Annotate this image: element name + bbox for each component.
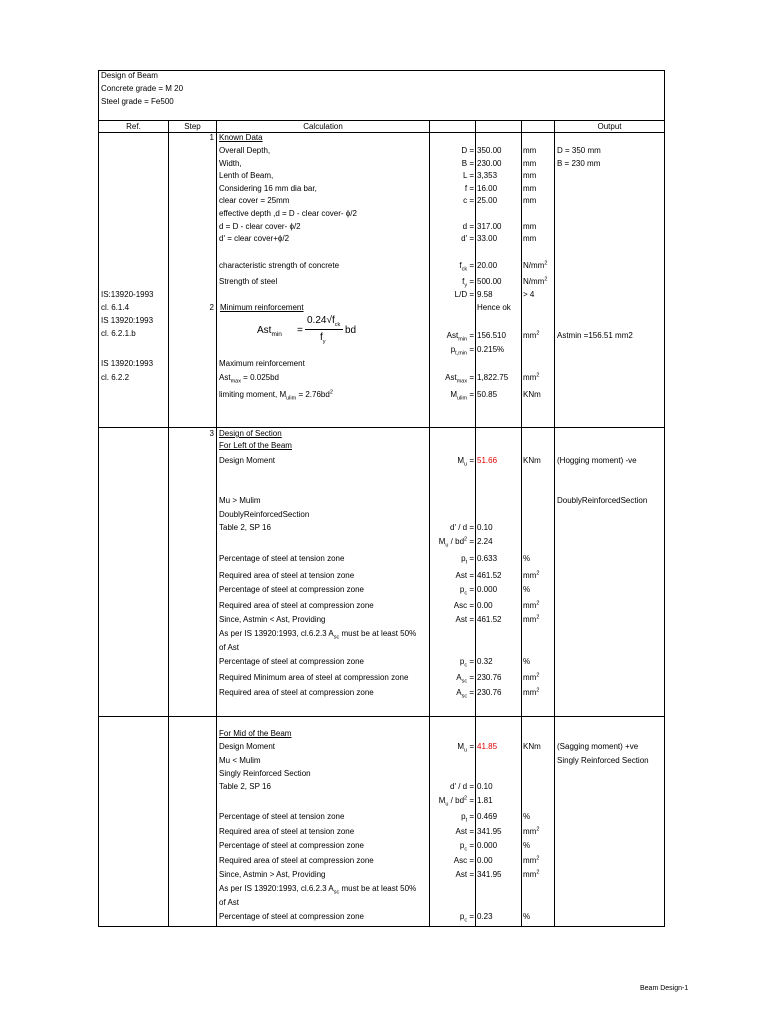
ref-6: cl. 6.2.2 [101, 373, 130, 382]
value-cell: 0.23 [477, 912, 493, 921]
value-cell: 230.76 [477, 673, 502, 682]
value-cell: 9.58 [477, 290, 493, 299]
step-number: 2 [209, 303, 214, 312]
value-cell: 500.00 [477, 277, 502, 286]
header-rule-bottom [98, 132, 665, 133]
symbol-label: Asc = [453, 856, 474, 865]
symbol-label: $p_t$ = [461, 554, 474, 566]
calc-text: d = D - clear cover- ϕ/2 [219, 222, 301, 231]
symbol-label: d' / d = [450, 782, 474, 791]
unit-cell: % [523, 554, 531, 563]
section-heading: Known Data [219, 133, 263, 142]
col-rule-unit [554, 120, 555, 927]
value-cell: 2.24 [477, 537, 493, 546]
symbol-label: B = [461, 159, 474, 168]
unit-cell: % [523, 812, 531, 821]
calc-text: Required Minimum area of steel at compression zone [219, 673, 409, 682]
calc-text: Strength of steel [219, 277, 278, 286]
symbol-label: L/D = [454, 290, 474, 299]
output-cell: (Sagging moment) +ve [557, 742, 639, 751]
symbol-label: Ast = [455, 615, 474, 624]
calc-text: of Ast [219, 643, 240, 652]
symbol-label: D = [461, 146, 474, 155]
symbol-label: $p_{t,min}$ = [450, 345, 474, 357]
unit-cell: $mm^2$ [523, 330, 540, 340]
unit-cell: mm [523, 171, 537, 180]
value-cell: 350.00 [477, 146, 502, 155]
unit-cell: $mm^2$ [523, 570, 540, 580]
calc-text: d' = clear cover+ϕ/2 [219, 234, 290, 243]
symbol-label: $M_u / bd^2$ = [438, 795, 474, 808]
calc-text: Table 2, SP 16 [219, 523, 271, 532]
symbol-label: d = [462, 222, 474, 231]
calc-text: Since, Astmin < Ast, Providing [219, 615, 326, 624]
unit-cell: mm [523, 234, 537, 243]
value-cell: 16.00 [477, 184, 498, 193]
value-cell: 461.52 [477, 571, 502, 580]
value-cell: 317.00 [477, 222, 502, 231]
calc-text: Required area of steel at compression zone [219, 688, 374, 697]
calc-text: Mu < Mulim [219, 756, 261, 765]
calc-text: Percentage of steel at compression zone [219, 657, 364, 666]
output-cell: B = 230 mm [557, 159, 601, 168]
value-cell: 461.52 [477, 615, 502, 624]
value-cell: 341.95 [477, 827, 502, 836]
value-cell: 0.00 [477, 601, 493, 610]
output-cell: D = 350 mm [557, 146, 601, 155]
symbol-label: $M_u$ = [457, 742, 474, 754]
value-cell: 0.000 [477, 841, 498, 850]
ref-2: cl. 6.1.4 [101, 303, 130, 312]
symbol-label: Asc = [453, 601, 474, 610]
value-cell: 0.469 [477, 812, 498, 821]
value-cell: 156.510 [477, 331, 506, 340]
design-moment-value: 41.85 [477, 742, 498, 751]
symbol-label: c = [463, 196, 474, 205]
symbol-label: d' = [461, 234, 474, 243]
unit-cell: $mm^2$ [523, 687, 540, 697]
symbol-label: $p_c$ = [459, 912, 474, 924]
unit-cell: > 4 [523, 290, 535, 299]
value-cell: 0.633 [477, 554, 498, 563]
value-cell: Hence ok [477, 303, 511, 312]
sheet-title: Design of Beam [101, 71, 158, 80]
symbol-label: $p_c$ = [459, 585, 474, 597]
calc-text: Considering 16 mm dia bar, [219, 184, 317, 193]
value-cell: 0.215% [477, 345, 505, 354]
step-number: 1 [209, 133, 214, 142]
col-header-calculation: Calculation [303, 122, 343, 131]
col-rule-symbol [475, 120, 476, 927]
symbol-label: Ast = [455, 827, 474, 836]
value-cell: 0.10 [477, 782, 493, 791]
symbol-label: Ast = [455, 571, 474, 580]
border-left [98, 70, 99, 927]
unit-cell: $mm^2$ [523, 372, 540, 382]
unit-cell: mm [523, 146, 537, 155]
output-cell: Singly Reinforced Section [557, 756, 649, 765]
unit-cell: mm [523, 222, 537, 231]
value-cell: 20.00 [477, 261, 498, 270]
calc-text: Since, Astmin > Ast, Providing [219, 870, 326, 879]
value-cell: 230.76 [477, 688, 502, 697]
value-cell: 3,353 [477, 171, 498, 180]
calc-text: Maximum reinforcement [219, 359, 305, 368]
col-rule-value [521, 120, 522, 927]
value-cell: 1,822.75 [477, 373, 509, 382]
value-cell: 0.00 [477, 856, 493, 865]
col-header-ref: Ref. [126, 122, 141, 131]
symbol-label: $f_{ck}$ = [459, 261, 474, 273]
value-cell: 33.00 [477, 234, 498, 243]
calc-text: DoublyReinforcedSection [219, 510, 310, 519]
subsection-heading: For Mid of the Beam [219, 729, 292, 738]
unit-cell: % [523, 841, 531, 850]
unit-cell: $mm^2$ [523, 855, 540, 865]
col-rule-ref [168, 120, 169, 927]
page-footer: Beam Design-1 [640, 985, 689, 992]
value-cell: 0.10 [477, 523, 493, 532]
unit-cell: $mm^2$ [523, 672, 540, 682]
section-rule-1 [98, 427, 665, 428]
col-rule-step [216, 120, 217, 927]
calc-text: Required area of steel at compression zone [219, 601, 374, 610]
unit-cell: mm [523, 184, 537, 193]
border-bottom [98, 926, 665, 927]
calc-text: clear cover = 25mm [219, 196, 290, 205]
col-header-step: Step [184, 122, 201, 131]
unit-cell: % [523, 912, 531, 921]
value-cell: 0.32 [477, 657, 493, 666]
ref-5: IS 13920:1993 [101, 359, 154, 368]
unit-cell: % [523, 657, 531, 666]
symbol-label: f = [464, 184, 474, 193]
unit-cell: KNm [523, 390, 541, 399]
calc-text: Design Moment [219, 742, 276, 751]
col-header-output: Output [597, 122, 622, 131]
calc-text: Percentage of steel at tension zone [219, 812, 345, 821]
unit-cell: $mm^2$ [523, 869, 540, 879]
calc-text: Width, [219, 159, 242, 168]
calc-text: Ast$_{max}$ = 0.025bd [219, 373, 279, 385]
calc-text: effective depth ,d = D - clear cover- ϕ/2 [219, 209, 357, 218]
symbol-label: $p_c$ = [459, 657, 474, 669]
unit-cell: KNm [523, 456, 541, 465]
symbol-label: $p_t$ = [461, 812, 474, 824]
steel-grade: Steel grade = Fe500 [101, 97, 174, 106]
symbol-label: $f_y$ = [462, 277, 474, 289]
border-top [98, 70, 665, 71]
calc-text: Lenth of Beam, [219, 171, 274, 180]
calc-text: Percentage of steel at tension zone [219, 554, 345, 563]
calc-text: Required area of steel at tension zone [219, 827, 355, 836]
symbol-label: Ast = [455, 870, 474, 879]
symbol-label: $A_{sc}$ = [456, 673, 474, 685]
output-cell: (Hogging moment) -ve [557, 456, 637, 465]
calc-text: Singly Reinforced Section [219, 769, 311, 778]
design-moment-value: 51.66 [477, 456, 498, 465]
unit-cell: mm [523, 196, 537, 205]
value-cell: 50.85 [477, 390, 498, 399]
symbol-label: d' / d = [450, 523, 474, 532]
calc-text: characteristic strength of concrete [219, 261, 340, 270]
ref-3: IS 13920:1993 [101, 316, 154, 325]
unit-cell: $mm^2$ [523, 826, 540, 836]
section-rule-2 [98, 716, 665, 717]
unit-cell: % [523, 585, 531, 594]
output-cell: DoublyReinforcedSection [557, 496, 648, 505]
value-cell: 230.00 [477, 159, 502, 168]
symbol-label: $A_{sc}$ = [456, 688, 474, 700]
output-cell: Astmin =156.51 mm2 [557, 331, 633, 340]
section-heading: Minimum reinforcement [220, 303, 304, 312]
calc-text: Overall Depth, [219, 146, 271, 155]
unit-cell: $N/mm^2$ [523, 276, 548, 286]
symbol-label: L = [462, 171, 474, 180]
section-heading: Design of Section [219, 429, 282, 438]
border-right [664, 70, 665, 927]
calc-text: As per IS 13920:1993, cl.6.2.3 $A_{sc}$ must be at least 50% [219, 629, 417, 641]
calc-text: Percentage of steel at compression zone [219, 585, 364, 594]
value-cell: 1.81 [477, 796, 493, 805]
unit-cell: KNm [523, 742, 541, 751]
unit-cell: $N/mm^2$ [523, 260, 548, 270]
calc-text: Required area of steel at tension zone [219, 571, 355, 580]
step-number: 3 [209, 429, 214, 438]
header-rule-top [98, 120, 665, 121]
ref-1: IS:13920-1993 [101, 290, 154, 299]
symbol-label: $M_{ulim}$ = [450, 390, 474, 402]
subsection-heading: For Left of the Beam [219, 441, 292, 450]
calc-text: Percentage of steel at compression zone [219, 912, 364, 921]
ast-min-formula: Ast$_{min}$ = $0.24√f_{ck}$ $f_y$ bd [257, 315, 357, 345]
calc-text: Table 2, SP 16 [219, 782, 271, 791]
calc-text: Required area of steel at compression zone [219, 856, 374, 865]
symbol-label: $M_u / bd^2$ = [438, 536, 474, 549]
ref-4: cl. 6.2.1.b [101, 329, 136, 338]
concrete-grade: Concrete grade = M 20 [101, 84, 184, 93]
value-cell: 341.95 [477, 870, 502, 879]
calc-text: Percentage of steel at compression zone [219, 841, 364, 850]
calc-text: Design Moment [219, 456, 276, 465]
symbol-label: Ast$_{max}$ = [445, 373, 474, 385]
symbol-label: $p_c$ = [459, 841, 474, 853]
calc-text: As per IS 13920:1993, cl.6.2.3 $A_{sc}$ must be at least 50% [219, 884, 417, 896]
symbol-label: Ast$_{min}$ = [446, 331, 474, 343]
unit-cell: $mm^2$ [523, 614, 540, 624]
calc-text: limiting moment, $M_{ulim} = 2.76bd^2$ [219, 389, 333, 402]
unit-cell: mm [523, 159, 537, 168]
value-cell: 0.000 [477, 585, 498, 594]
value-cell: 25.00 [477, 196, 498, 205]
calc-text: Mu > Mulim [219, 496, 261, 505]
unit-cell: $mm^2$ [523, 600, 540, 610]
calc-text: of Ast [219, 898, 240, 907]
symbol-label: $M_u$ = [457, 456, 474, 468]
